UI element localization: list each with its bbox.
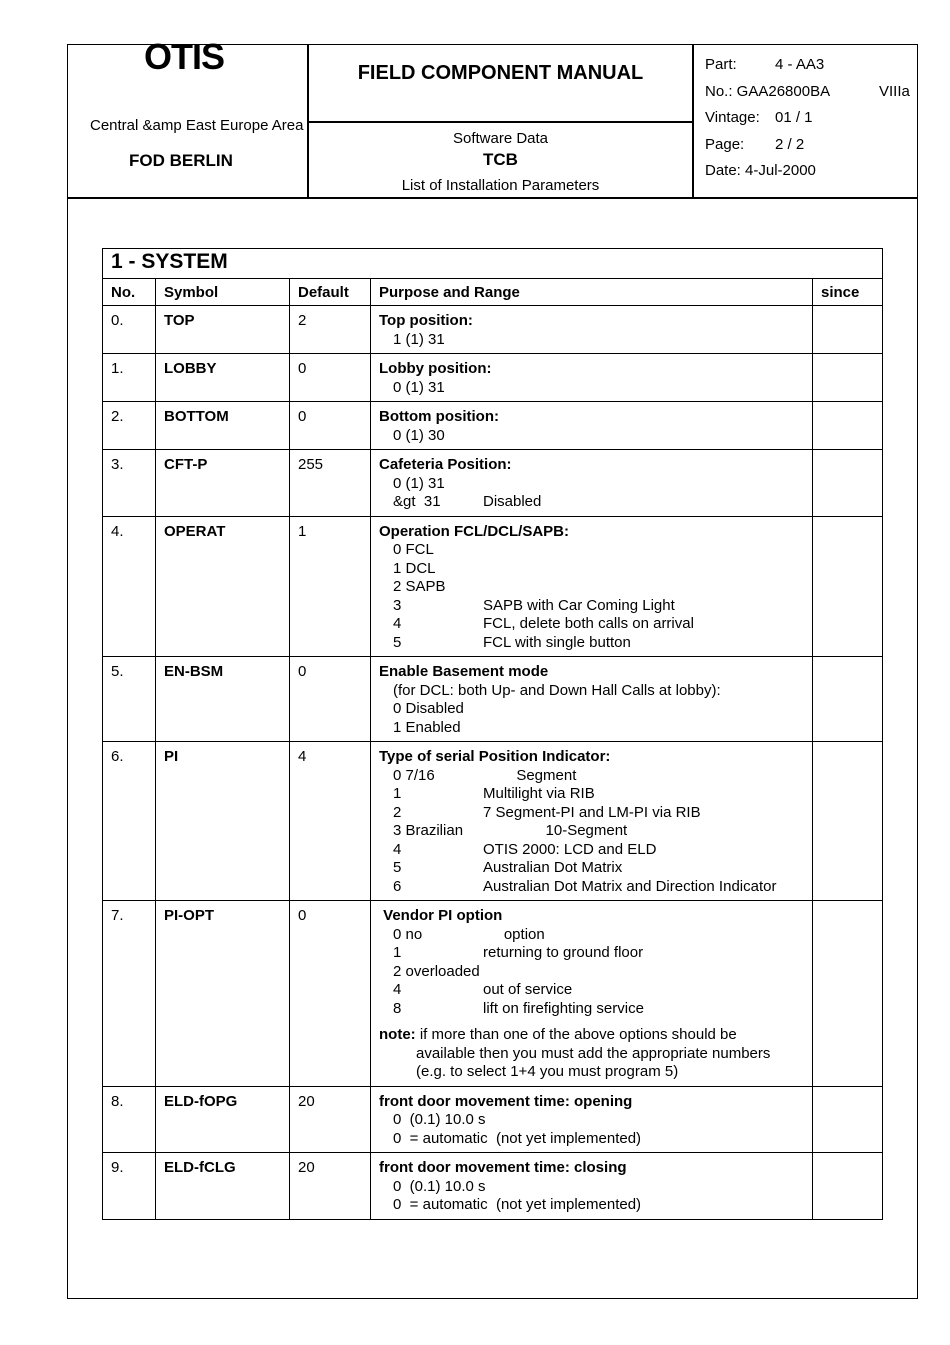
param-default: 20: [290, 1086, 371, 1153]
col-header-default: Default: [290, 278, 371, 306]
purpose-title: Lobby position:: [379, 360, 492, 377]
range-value: 1 DCL: [393, 559, 436, 577]
table-row: [103, 657, 883, 742]
param-symbol: TOP: [156, 306, 290, 354]
purpose-title: Bottom position:: [379, 408, 499, 425]
param-symbol: LOBBY: [156, 354, 290, 402]
param-number: 6.: [103, 742, 156, 901]
range-line: [379, 841, 804, 860]
param-symbol: ELD-fOPG: [156, 1086, 290, 1153]
param-purpose: [371, 1153, 813, 1220]
date-field: Date: 4-Jul-2000: [705, 162, 816, 179]
range-line: [379, 719, 804, 738]
param-since: [813, 1086, 883, 1153]
param-number: 2.: [103, 402, 156, 450]
range-description: option: [483, 925, 545, 943]
header-title-rule: [307, 121, 693, 123]
range-value: 6: [393, 877, 402, 895]
range-line: [379, 1196, 804, 1215]
param-since: [813, 402, 883, 450]
note-text: (e.g. to select 1+4 you must program 5): [416, 1063, 679, 1080]
table-row: [103, 516, 883, 657]
range-description: Australian Dot Matrix and Direction Indicator: [483, 877, 777, 895]
otis-logo: OTIS: [144, 36, 225, 77]
range-line: [379, 700, 804, 719]
param-number: 3.: [103, 450, 156, 517]
param-symbol: PI: [156, 742, 290, 901]
range-line: [379, 541, 804, 560]
range-line: [379, 475, 804, 494]
purpose-title: Enable Basement mode: [379, 663, 549, 680]
range-description: OTIS 2000: LCD and ELD: [483, 840, 657, 858]
range-value: 4: [393, 615, 402, 632]
param-number: 1.: [103, 354, 156, 402]
param-number: 7.: [103, 901, 156, 1087]
param-number: 5.: [103, 657, 156, 742]
part-value: 4 - AA3: [775, 56, 825, 73]
note-line: [379, 1026, 804, 1045]
range-description: FCL with single button: [483, 633, 631, 651]
range-value: 0 (1) 30: [393, 426, 445, 444]
range-line: [379, 331, 804, 350]
param-since: [813, 450, 883, 517]
range-line: [379, 1000, 804, 1019]
param-symbol: EN-BSM: [156, 657, 290, 742]
range-line: [379, 682, 804, 701]
range-line: [379, 427, 804, 446]
range-description: Multilight via RIB: [483, 785, 595, 802]
param-number: 0.: [103, 306, 156, 354]
range-line: [379, 1111, 804, 1130]
header-bottom-rule: [67, 197, 918, 199]
doc-number: No.: GAA26800BA: [705, 83, 831, 100]
param-default: 0: [290, 354, 371, 402]
param-since: [813, 354, 883, 402]
table-row: [103, 742, 883, 901]
purpose-title: front door movement time: opening: [379, 1092, 633, 1110]
param-default: 0: [290, 657, 371, 742]
param-number: 8.: [103, 1086, 156, 1153]
range-line: [379, 878, 804, 897]
param-symbol: CFT-P: [156, 450, 290, 517]
vintage-value: 01 / 1: [775, 109, 813, 126]
table-header-row: [103, 278, 883, 306]
part-field: [705, 56, 825, 73]
range-value: 1: [393, 785, 402, 802]
range-value: 0 (0.1) 10.0 s: [393, 1111, 486, 1128]
range-value: 0 no: [393, 925, 423, 943]
doc-number-field: [705, 83, 910, 100]
col-header-no: No.: [103, 278, 156, 306]
system-parameters-table: [102, 248, 883, 1220]
table-row: [103, 1086, 883, 1153]
range-value: 0 (0.1) 10.0 s: [393, 1177, 486, 1195]
range-description: returning to ground floor: [483, 944, 644, 961]
param-default: 255: [290, 450, 371, 517]
purpose-title: Cafeteria Position:: [379, 456, 512, 473]
range-line: [379, 615, 804, 634]
param-purpose: [371, 901, 813, 1087]
range-description: Disabled: [483, 493, 542, 510]
table-row: [103, 306, 883, 354]
range-line: [379, 578, 804, 597]
purpose-title: Operation FCL/DCL/SAPB:: [379, 522, 569, 540]
param-number: 9.: [103, 1153, 156, 1220]
purpose-title: Type of serial Position Indicator:: [379, 748, 611, 765]
range-value: 4: [393, 840, 402, 858]
param-purpose: [371, 516, 813, 657]
param-symbol: BOTTOM: [156, 402, 290, 450]
param-purpose: [371, 450, 813, 517]
note-text: if more than one of the above options should be: [415, 1026, 737, 1043]
office-name: FOD BERLIN: [129, 151, 233, 170]
param-symbol: OPERAT: [156, 516, 290, 657]
range-value: (for DCL: both Up- and Down Hall Calls at lobby):: [393, 681, 721, 699]
page-value: 2 / 2: [775, 136, 805, 153]
range-value: 0 7/16: [393, 766, 435, 784]
range-value: 2 overloaded: [393, 962, 480, 980]
col-header-since: since: [813, 278, 883, 306]
range-value: 0 Disabled: [393, 700, 464, 717]
param-since: [813, 657, 883, 742]
note-text: available then you must add the appropriate numbers: [416, 1044, 771, 1062]
note-label: note:: [379, 1026, 416, 1043]
subtitle-software-data: Software Data: [452, 130, 549, 147]
param-default: 4: [290, 742, 371, 901]
range-line: [379, 379, 804, 398]
note-line: [379, 1045, 804, 1064]
subtitle-parameters: List of Installation Parameters: [401, 177, 600, 194]
range-value: 1 Enabled: [393, 718, 461, 736]
range-line: [379, 767, 804, 786]
param-default: 0: [290, 901, 371, 1087]
range-value: &gt 31: [393, 493, 441, 510]
subtitle-tcb: TCB: [483, 150, 518, 169]
page-field: [705, 136, 805, 153]
range-line: [379, 926, 804, 945]
range-value: 0 = automatic (not yet implemented): [393, 1129, 642, 1147]
range-value: 4: [393, 981, 402, 998]
range-line: [379, 493, 804, 512]
section-title: 1 - SYSTEM: [103, 249, 883, 279]
param-since: [813, 1153, 883, 1220]
param-default: 2: [290, 306, 371, 354]
range-value: 2 SAPB: [393, 578, 446, 595]
range-line: [379, 963, 804, 982]
note-line: [379, 1063, 804, 1082]
range-value: 0 (1) 31: [393, 474, 445, 492]
range-line: [379, 981, 804, 1000]
param-default: 1: [290, 516, 371, 657]
param-since: [813, 742, 883, 901]
param-purpose: [371, 657, 813, 742]
param-since: [813, 516, 883, 657]
range-line: [379, 785, 804, 804]
range-value: 1: [393, 944, 402, 961]
param-purpose: [371, 402, 813, 450]
range-line: [379, 560, 804, 579]
page-label: Page:: [705, 136, 745, 153]
vintage-label: Vintage:: [705, 109, 760, 126]
range-value: 1 (1) 31: [393, 330, 445, 348]
range-value: 8: [393, 999, 402, 1017]
purpose-title: Vendor PI option: [379, 907, 503, 924]
param-symbol: PI-OPT: [156, 901, 290, 1087]
range-line: [379, 804, 804, 823]
range-value: 0 FCL: [393, 541, 434, 558]
range-description: 10-Segment: [483, 822, 628, 839]
range-description: SAPB with Car Coming Light: [483, 596, 675, 614]
purpose-title: Top position:: [379, 312, 473, 329]
range-value: 0 (1) 31: [393, 378, 445, 396]
doc-number-suffix: VIIIa: [879, 83, 910, 100]
range-value: 0 = automatic (not yet implemented): [393, 1196, 642, 1213]
param-default: 20: [290, 1153, 371, 1220]
range-line: [379, 634, 804, 653]
table-row: [103, 354, 883, 402]
range-description: 7 Segment-PI and LM-PI via RIB: [483, 803, 701, 821]
param-purpose: [371, 742, 813, 901]
range-line: [379, 944, 804, 963]
table-row: [103, 901, 883, 1087]
range-line: [379, 597, 804, 616]
part-label: Part:: [705, 56, 737, 73]
param-symbol: ELD-fCLG: [156, 1153, 290, 1220]
col-header-symbol: Symbol: [156, 278, 290, 306]
range-description: out of service: [483, 981, 573, 998]
param-purpose: [371, 354, 813, 402]
param-purpose: [371, 1086, 813, 1153]
vintage-field: [705, 109, 813, 126]
range-value: 5: [393, 859, 402, 876]
manual-title: FIELD COMPONENT MANUAL: [357, 62, 644, 84]
param-purpose: [371, 306, 813, 354]
range-line: [379, 1178, 804, 1197]
table-row: [103, 450, 883, 517]
table-row: [103, 402, 883, 450]
range-description: Australian Dot Matrix: [483, 859, 623, 876]
purpose-title: front door movement time: closing: [379, 1159, 627, 1176]
range-value: 5: [393, 633, 402, 651]
param-default: 0: [290, 402, 371, 450]
range-value: 2: [393, 803, 402, 821]
range-value: 3: [393, 596, 402, 614]
range-value: 3 Brazilian: [393, 822, 464, 839]
region-text: Central &amp East Europe Area: [90, 117, 304, 134]
range-line: [379, 822, 804, 841]
col-header-purpose: Purpose and Range: [371, 278, 813, 306]
param-since: [813, 901, 883, 1087]
param-since: [813, 306, 883, 354]
range-line: [379, 1130, 804, 1149]
range-description: Segment: [483, 766, 577, 784]
table-row: [103, 1153, 883, 1220]
param-number: 4.: [103, 516, 156, 657]
note-block: [379, 1026, 804, 1082]
range-line: [379, 859, 804, 878]
range-description: lift on firefighting service: [483, 999, 644, 1017]
range-description: FCL, delete both calls on arrival: [483, 615, 694, 632]
